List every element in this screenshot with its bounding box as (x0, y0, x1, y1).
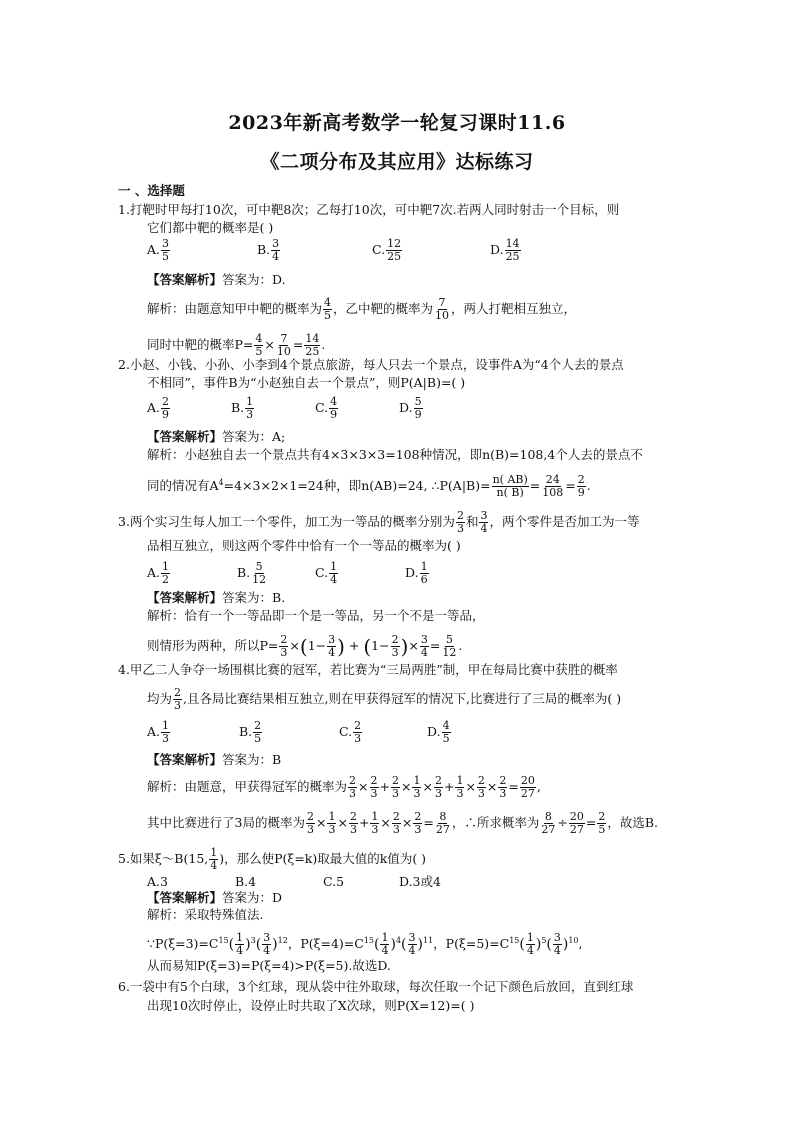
q3-text-line1: 3.两个实习生每人加工一个零件，加工为一等品的概率分别为 $\frac{2}{3}$ 和 $\frac{3}{4}$ ，两个零件是否加工为一等 (118, 509, 640, 535)
q4-explanation-1: 解析：由题意，甲获得冠军的概率为 $\frac{2}{3}$ × $\frac{2}{3}$ + $\frac{2}{3}$ × $\frac{1}{3}$ × $\frac{2}{3}$ + $\frac{1}{3}$ × $\frac{2}{3}$ × $\frac{2}{3}$ = $\frac{20}{27}$ , (147, 774, 541, 800)
q3-text-line2: 品相互独立，则这两个零件中恰有一个一等品的概率为( ) (147, 538, 461, 553)
q5-explanation-1: 解析：采取特殊值法. (147, 907, 264, 922)
q2-option-d: D. $\frac{5}{9}$ (399, 395, 422, 421)
q1-option-c: C. $\frac{12}{25}$ (372, 237, 402, 263)
q1-explanation-2: 同时中靶的概率P= $\frac{4}{5}$ × $\frac{7}{10}$ = $\frac{14}{25}$ . (147, 332, 326, 358)
q2-explanation-1: 解析：小赵独自去一个景点共有4×3×3×3=108种情况，即n(B)=108,4个人去的景点不 (147, 447, 643, 462)
q1-option-a: A. $\frac{3}{5}$ (147, 237, 170, 263)
q1-option-b: B. $\frac{3}{4}$ (257, 237, 280, 263)
q5-option-c: C.5 (323, 874, 345, 889)
q4-option-b: B. $\frac{2}{5}$ (239, 719, 262, 745)
q1-option-d: D. $\frac{14}{25}$ (490, 237, 520, 263)
q1-text-line2: 它们都中靶的概率是( ) (147, 220, 274, 235)
q6-text-line2: 出现10次时停止，设停止时共取了X次球，则P(X=12)=( ) (147, 998, 475, 1013)
q5-option-b: B.4 (235, 874, 257, 889)
q4-option-a: A. $\frac{1}{3}$ (147, 719, 170, 745)
q2-answer: 【答案解析】答案为：A; (147, 429, 286, 444)
q3-answer: 【答案解析】答案为：B. (147, 590, 286, 605)
q5-option-a: A.3 (147, 874, 168, 889)
q5-explanation-3: 从而易知P(ξ=3)=P(ξ=4)>P(ξ=5).故选D. (147, 958, 391, 973)
q5-answer: 【答案解析】答案为：D (147, 890, 283, 905)
q5-option-d: D.3或4 (399, 874, 441, 889)
q4-text-line1: 4.甲乙二人争夺一场围棋比赛的冠军，若比赛为“三局两胜”制，甲在每局比赛中获胜的概率 (118, 662, 618, 677)
q3-option-d: D. $\frac{1}{6}$ (405, 560, 428, 586)
q4-explanation-2: 其中比赛进行了3局的概率为 $\frac{2}{3}$ × $\frac{1}{3}$ × $\frac{2}{3}$ + $\frac{1}{3}$ × $\frac{2}{3}$ × $\frac{2}{3}$ = $\frac{8}{27}$ ，∴所求概率为 $\frac{8}{27}$ ÷ $\frac{20}{27}$ = $\frac{2}{5}$ ，故选B. (147, 810, 659, 836)
q4-option-d: D. $\frac{4}{5}$ (427, 719, 450, 745)
q2-option-b: B. $\frac{1}{3}$ (231, 395, 254, 421)
q3-option-a: A. $\frac{1}{2}$ (147, 560, 170, 586)
q1-explanation-1: 解析：由题意知甲中靶的概率为 $\frac{4}{5}$ ，乙中靶的概率为 $\frac{7}{10}$ ，两人打靶相互独立， (147, 296, 577, 322)
q4-option-c: C. $\frac{2}{3}$ (339, 719, 362, 745)
q5-explanation-2: $\because P(\xi=3)=C^{15}$( $\frac{1}{4}$ )$^3$( $\frac{3}{4}$ )$^{12}$，$P(\xi=4)=C^{15}$( $\frac{1}{4}$ )$^4$( $\frac{3}{4}$ )$^{11}$，$P(\xi=5)=C^{15}$( $\frac{1}{4}$ )$^5$( $\frac{3}{4}$ )$^{10}$, (147, 931, 583, 957)
q2-text-line2: 不相同”，事件B为“小赵独自去一个景点”，则P(A|B)=( ) (147, 375, 466, 390)
q2-text-line1: 2.小赵、小钱、小孙、小李到4个景点旅游，每人只去一个景点，设事件A为“4个人去的景点 (118, 357, 624, 372)
q2-option-a: A. $\frac{2}{9}$ (147, 395, 170, 421)
q3-option-c: C. $\frac{1}{4}$ (315, 560, 338, 586)
q3-explanation-1: 解析：恰有一个一等品即一个是一等品，另一个不是一等品， (147, 608, 485, 623)
section-heading: 一 、选择题 (118, 183, 185, 198)
q1-answer: 【答案解析】答案为：D. (147, 272, 286, 287)
document-title: 2023年新高考数学一轮复习课时11.6 (228, 112, 566, 134)
q4-answer: 【答案解析】答案为：B (147, 752, 282, 767)
q3-explanation-2: 则情形为两种，所以P= $\frac{2}{3}$ ×(1− $\frac{3}{4}$ ) + (1− $\frac{2}{3}$ )× $\frac{3}{4}$ = $\frac{5}{12}$ . (147, 633, 463, 659)
q2-option-c: C. $\frac{4}{9}$ (315, 395, 338, 421)
q4-text-line2: 均为 $\frac{2}{3}$ ,且各局比赛结果相互独立,则在甲获得冠军的情况下,比赛进行了三局的概率为( ) (147, 686, 622, 712)
q1-text-line1: 1.打靶时甲每打10次，可中靶8次；乙每打10次，可中靶7次.若两人同时射击一个目标，则 (118, 202, 620, 217)
q3-option-b: B. $\frac{5}{12}$ (237, 560, 267, 586)
document-subtitle: 《二项分布及其应用》达标练习 (260, 151, 534, 173)
q6-text-line1: 6.一袋中有5个白球，3个红球，现从袋中往外取球，每次任取一个记下颜色后放回，直到红球 (118, 979, 634, 994)
q5-text-line1: 5.如果ξ～B(15, $\frac{1}{4}$ )，那么使P(ξ=k)取最大值的k值为( ) (118, 846, 427, 872)
q2-explanation-2: 同的情况有$A^4=4\times 3\times 2\times 1=24$种，即n(AB)=24, ∴P(A|B)= $\frac{n( AB)}{n( B)}$ = $\frac{24}{108}$ = $\frac{2}{9}$ . (147, 473, 591, 499)
